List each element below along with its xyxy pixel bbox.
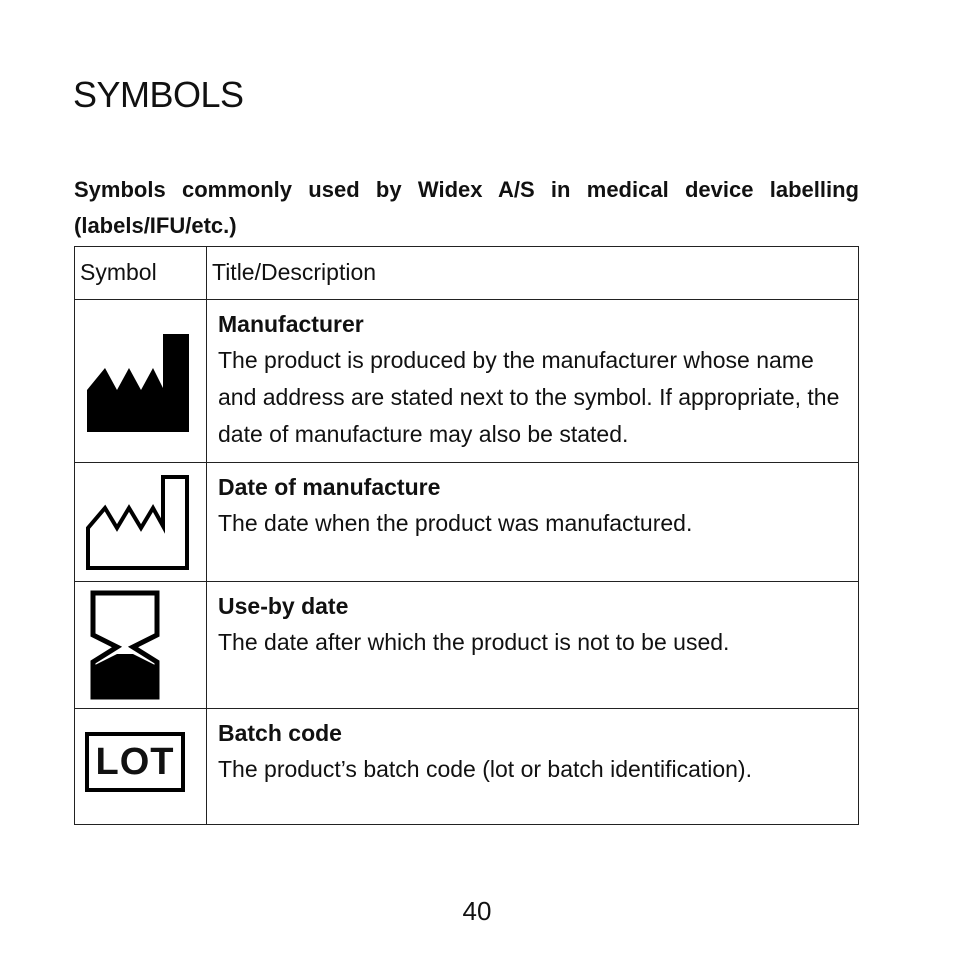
page-title: SYMBOLS	[73, 74, 244, 115]
row-description: The product’s batch code (lot or batch identification).	[218, 756, 752, 782]
row-title: Use-by date	[218, 593, 349, 619]
manufacturer-icon	[83, 332, 193, 432]
symbol-cell	[75, 582, 207, 709]
table-row	[75, 463, 859, 582]
symbol-cell	[75, 300, 207, 463]
row-description: The date when the product was manufactured.	[218, 510, 693, 536]
row-title: Manufacturer	[218, 311, 364, 337]
table-row	[75, 300, 859, 463]
intro-text: Symbols commonly used by Widex A/S in medical device labelling (labels/IFU/etc.)	[74, 177, 859, 238]
symbol-cell	[75, 463, 207, 582]
description-cell	[207, 582, 859, 709]
description-cell	[207, 300, 859, 463]
hourglass-icon	[83, 590, 163, 700]
lot-icon	[85, 732, 185, 792]
description-cell	[207, 709, 859, 825]
row-description: The product is produced by the manufacturer whose name and address are stated next to the symbol. If appropriate, the date of manufacture may also be stated.	[218, 347, 840, 447]
description-cell	[207, 463, 859, 582]
row-title: Date of manufacture	[218, 474, 441, 500]
date-of-manufacture-icon	[83, 472, 193, 572]
symbol-cell	[75, 709, 207, 825]
row-title: Batch code	[218, 720, 342, 746]
header-title-description: Title/Description	[207, 247, 859, 300]
header-symbol: Symbol	[75, 247, 207, 300]
row-description: The date after which the product is not to be used.	[218, 629, 730, 655]
table-header-row	[75, 247, 859, 300]
symbols-table	[74, 246, 859, 825]
table-row	[75, 709, 859, 825]
lot-icon-text: LOT	[95, 741, 175, 783]
page-number: 40	[462, 896, 492, 926]
table-row	[75, 582, 859, 709]
